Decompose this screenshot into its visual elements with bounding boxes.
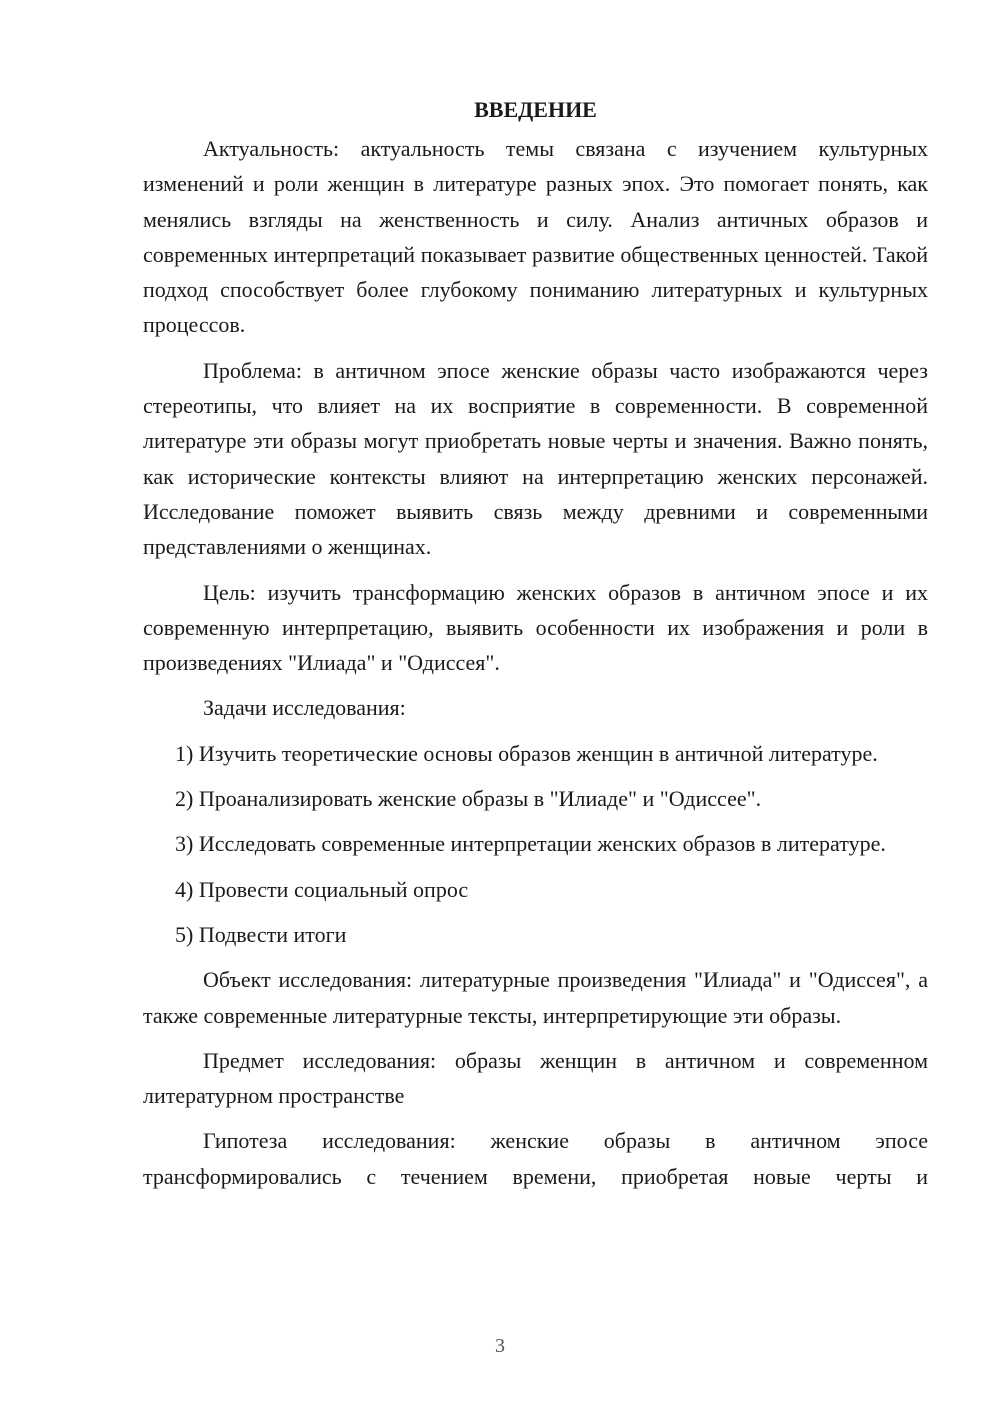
document-page [143,92,928,1204]
paragraph-problem: Проблема: в античном эпосе женские образы часто изображаются через стереотипы, что влияет на их восприятие в современности. В современной литературе эти образы могут приобретать новые черты и значения. Важно понять, как исторические контексты влияют на интерпретацию женских персонажей. Исследование поможет выявить связь между древними и современными представлениями о женщинах. [143,357,928,560]
task-item-4: 4) Провести социальный опрос [175,876,469,902]
paragraph-subject: Предмет исследования: образы женщин в античном и современном литературном пространстве [143,1047,928,1109]
paragraph-tasks-title: Задачи исследования: [203,695,406,721]
task-item-5: 5) Подвести итоги [175,921,347,947]
paragraph-hypothesis: Гипотеза исследования: женские образы в античном эпосе трансформировались с течением времени, приобретая новые черты и [143,1128,928,1189]
section-heading: ВВЕДЕНИЕ [474,97,597,122]
paragraph-relevance: Актуальность: актуальность темы связана с изучением культурных изменений и роли женщин в литературе разных эпох. Это помогает понять, как менялись взгляды на женственность и силу. Анализ античных образов и современных интерпретаций показывает развитие общественных ценностей. Такой подход способствует более глубокому пониманию литературных и культурных процессов. [143,136,928,338]
task-item-2: 2) Проанализировать женские образы в "Илиаде" и "Одиссее". [175,786,762,812]
task-item-1: 1) Изучить теоретические основы образов женщин в античной литературе. [175,740,878,766]
paragraph-object: Объект исследования: литературные произведения "Илиада" и "Одиссея", а также современные литературные тексты, интерпретирующие эти образы. [143,967,928,1028]
page-number: 3 [495,1335,505,1357]
task-item-3: 3) Исследовать современные интерпретации женских образов в литературе. [175,831,886,857]
paragraph-goal: Цель: изучить трансформацию женских образов в античном эпосе и их современную интерпретацию, выявить особенности их изображения и роли в произведениях "Илиада" и "Одиссея". [143,579,928,676]
